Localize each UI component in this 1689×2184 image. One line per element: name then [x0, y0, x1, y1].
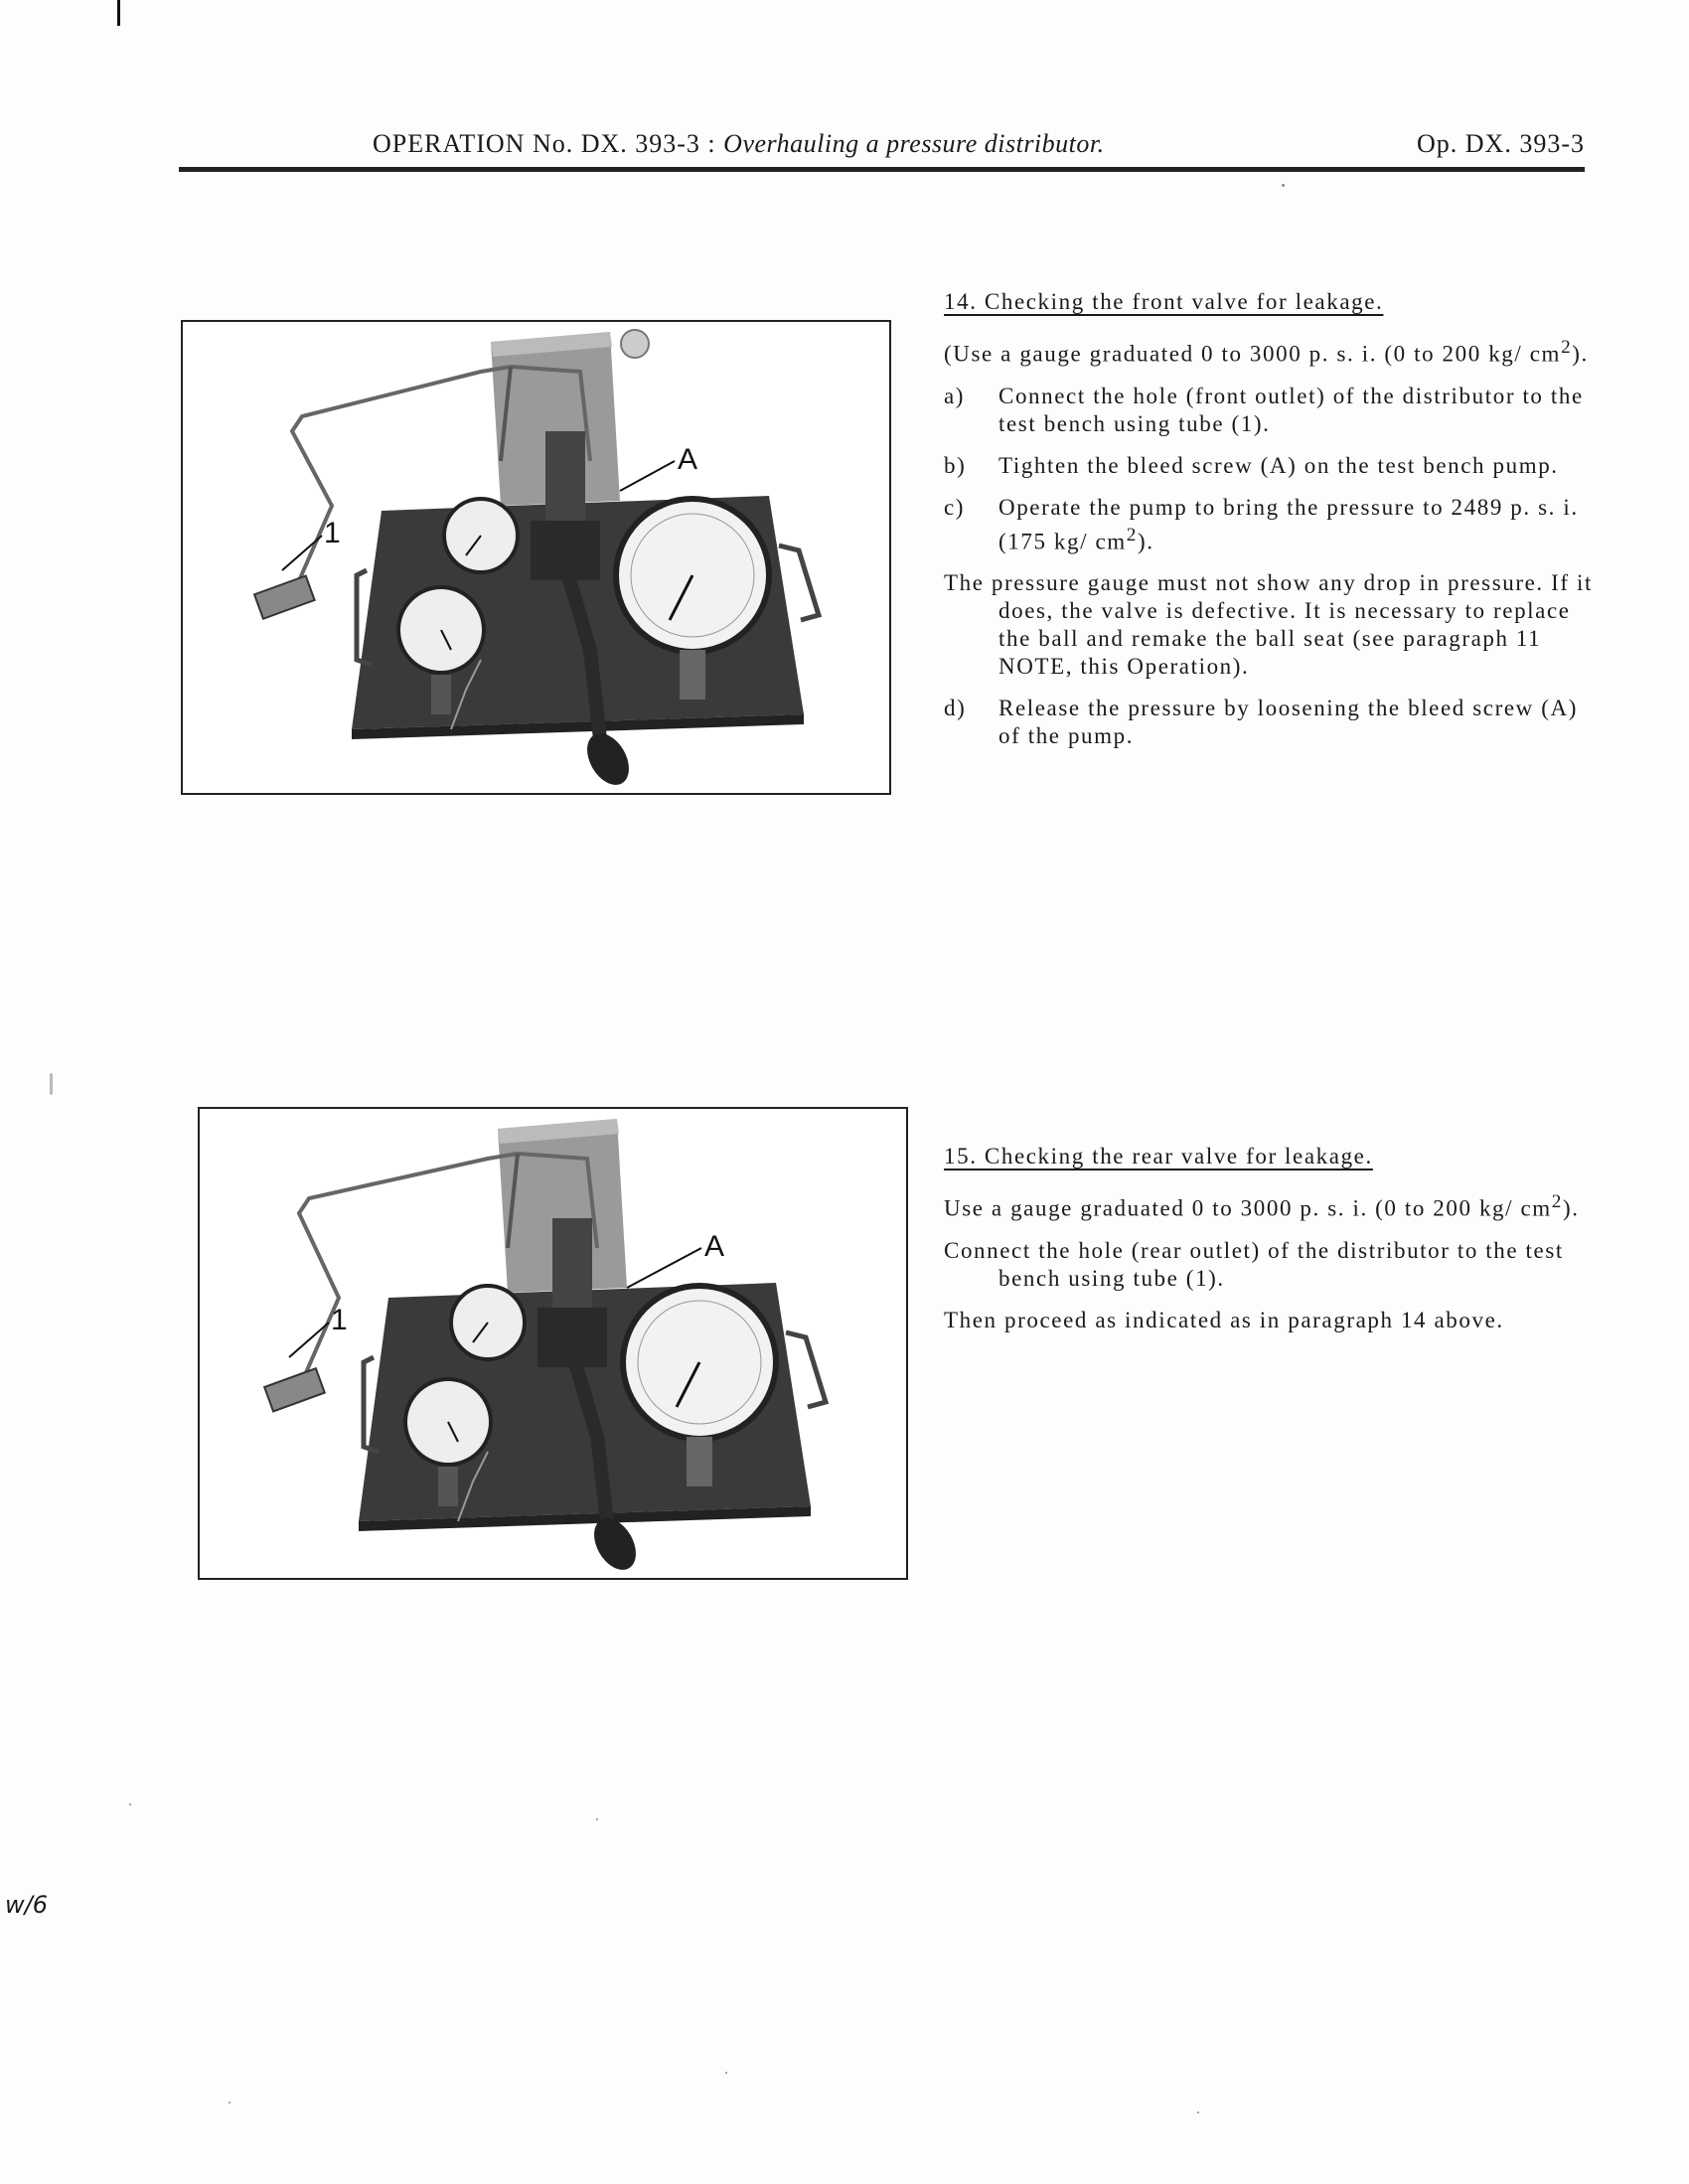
step-14-item-b: b) Tighten the bleed screw (A) on the test bench pump. — [944, 452, 1559, 478]
corner-annotation: w/6 — [5, 1891, 48, 1919]
step-14-intro: (Use a gauge graduated 0 to 3000 p. s. i. (0 to 200 kg/ $cm^2$). — [944, 337, 1589, 367]
operation-label: OPERATION No. DX. 393-3 : — [373, 129, 716, 158]
step-15-paragraph-2: Connect the hole (rear outlet) of the distributor to the test bench using tube (1). — [944, 1237, 1564, 1291]
scan-speck — [229, 2102, 230, 2104]
scan-speck — [596, 1818, 598, 1820]
step-14-item-c: c) Operate the pump to bring the pressure to 2489 p. s. i. (175 kg/ $cm^2$). — [944, 494, 1579, 554]
step-15-paragraph-3: Then proceed as indicated as in paragraph 14 above. — [944, 1307, 1504, 1332]
operation-reference: Op. DX. 393-3 — [1417, 129, 1585, 158]
figure-rear-valve-test — [198, 1107, 908, 1580]
step-14 — [944, 288, 1600, 764]
header-rule — [179, 167, 1585, 172]
label-1: 1 — [331, 1304, 348, 1336]
label-a: A — [704, 1230, 725, 1263]
test-bench-photo-2 — [200, 1109, 906, 1578]
scan-speck — [129, 1803, 131, 1805]
label-a: A — [678, 443, 698, 476]
step-14-title: 14. Checking the front valve for leakage. — [944, 289, 1384, 314]
step-14-item-a: a) Connect the hole (front outlet) of the distributor to the test bench using tube (1). — [944, 383, 1584, 436]
step-15-paragraph-1: Use a gauge graduated 0 to 3000 p. s. i. (0 to 200 kg/ $cm^2$). — [944, 1191, 1580, 1221]
step-15-title: 15. Checking the rear valve for leakage. — [944, 1144, 1373, 1169]
test-bench-photo — [183, 322, 889, 793]
scan-speck — [50, 1073, 53, 1095]
figure-front-valve-test — [181, 320, 891, 795]
label-1: 1 — [324, 517, 341, 549]
scan-speck — [1197, 2111, 1199, 2113]
operation-title: Overhauling a pressure distributor. — [723, 129, 1105, 158]
scan-speck — [1282, 184, 1285, 187]
margin-mark — [117, 0, 120, 26]
step-15 — [944, 1143, 1600, 1348]
header-operation — [373, 129, 1105, 159]
step-14-item-d: d) Release the pressure by loosening the bleed screw (A) of the pump. — [944, 696, 1578, 749]
step-14-note: The pressure gauge must not show any drop in pressure. If it does, the valve is defective. It is necessary to replace the ball and remake the ball seat (see paragraph 11 NOTE, this Operation). — [944, 570, 1593, 680]
scan-speck — [725, 2072, 727, 2074]
page-header — [179, 129, 1585, 165]
